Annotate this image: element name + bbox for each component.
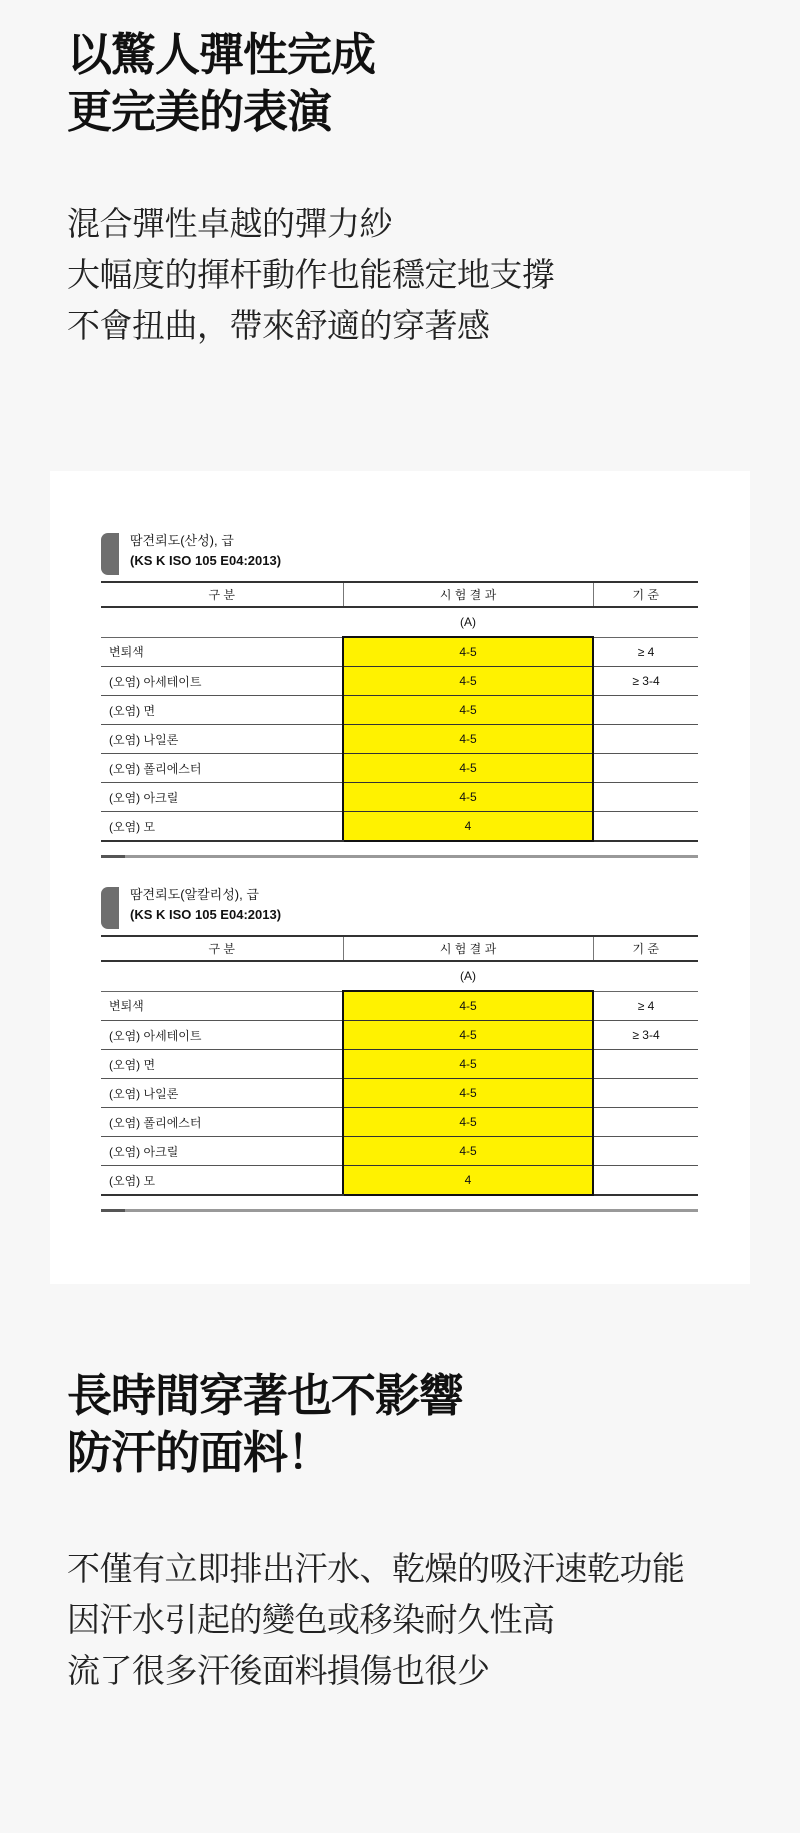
unit-label: (A) xyxy=(343,607,593,637)
row-category: (오염) 나일론 xyxy=(101,1079,343,1108)
row-result: 4 xyxy=(343,1166,593,1196)
stretch-description xyxy=(67,198,555,351)
table-header-row xyxy=(101,582,698,607)
row-standard xyxy=(593,1050,698,1079)
unit-cell-empty xyxy=(101,607,343,637)
section-title xyxy=(130,885,281,925)
table-row xyxy=(101,637,698,667)
sweat-heading xyxy=(67,1367,463,1481)
row-category: (오염) 면 xyxy=(101,1050,343,1079)
row-result: 4-5 xyxy=(343,1021,593,1050)
heading-line: 更完美的表演 xyxy=(67,85,332,138)
section-marker xyxy=(101,533,119,575)
column-header-standard: 기 준 xyxy=(593,582,698,607)
row-category: (오염) 모 xyxy=(101,812,343,842)
table-row xyxy=(101,725,698,754)
section-title-line: 땀견뢰도(알칼리성), 급 xyxy=(130,887,259,902)
row-result: 4-5 xyxy=(343,783,593,812)
heading-line: 長時間穿著也不影響 xyxy=(67,1369,464,1422)
section-marker xyxy=(101,887,119,929)
row-standard xyxy=(593,725,698,754)
row-result: 4-5 xyxy=(343,696,593,725)
description-line: 大幅度的揮杆動作也能穩定地支撐 xyxy=(67,255,555,294)
row-result: 4-5 xyxy=(343,1108,593,1137)
section-header xyxy=(101,887,698,933)
row-result: 4-5 xyxy=(343,667,593,696)
table-header-row xyxy=(101,936,698,961)
row-standard: ≥ 3-4 xyxy=(593,667,698,696)
test-report-document xyxy=(50,471,750,1284)
table-row xyxy=(101,696,698,725)
column-header-result: 시 험 결 과 xyxy=(343,582,593,607)
row-result: 4-5 xyxy=(343,991,593,1021)
table-row xyxy=(101,1021,698,1050)
row-standard: ≥ 4 xyxy=(593,637,698,667)
row-result: 4-5 xyxy=(343,754,593,783)
section-standard: (KS K ISO 105 E04:2013) xyxy=(130,907,282,922)
row-category: 변퇴색 xyxy=(101,637,343,667)
row-standard xyxy=(593,754,698,783)
unit-cell-empty xyxy=(593,607,698,637)
description-line: 混合彈性卓越的彈力紗 xyxy=(67,204,392,243)
table-row xyxy=(101,754,698,783)
table-row xyxy=(101,1079,698,1108)
unit-cell-empty xyxy=(593,961,698,991)
table-row xyxy=(101,812,698,842)
row-standard xyxy=(593,783,698,812)
column-header-result: 시 험 결 과 xyxy=(343,936,593,961)
table-row xyxy=(101,783,698,812)
heading-line: 以驚人彈性完成 xyxy=(67,28,376,81)
row-result: 4-5 xyxy=(343,725,593,754)
row-result: 4-5 xyxy=(343,1137,593,1166)
description-line: 流了很多汗後面料損傷也很少 xyxy=(67,1651,490,1690)
row-category: (오염) 아크릴 xyxy=(101,1137,343,1166)
row-category: (오염) 아크릴 xyxy=(101,783,343,812)
row-category: 변퇴색 xyxy=(101,991,343,1021)
row-result: 4-5 xyxy=(343,637,593,667)
unit-cell-empty xyxy=(101,961,343,991)
table-row xyxy=(101,1050,698,1079)
unit-row xyxy=(101,607,698,637)
row-category: (오염) 폴리에스터 xyxy=(101,1108,343,1137)
section-footer-rule xyxy=(101,855,698,858)
results-table xyxy=(101,581,698,842)
column-header-standard: 기 준 xyxy=(593,936,698,961)
column-header-category: 구 분 xyxy=(101,936,343,961)
unit-row xyxy=(101,961,698,991)
alkaline-perspiration-fastness-section xyxy=(101,887,698,1188)
row-standard: ≥ 4 xyxy=(593,991,698,1021)
heading-line: 防汗的面料！ xyxy=(67,1426,332,1479)
row-category: (오염) 아세테이트 xyxy=(101,667,343,696)
row-standard xyxy=(593,1108,698,1137)
row-category: (오염) 아세테이트 xyxy=(101,1021,343,1050)
row-standard xyxy=(593,696,698,725)
row-category: (오염) 나일론 xyxy=(101,725,343,754)
row-result: 4-5 xyxy=(343,1079,593,1108)
sweat-description xyxy=(67,1543,685,1696)
row-standard: ≥ 3-4 xyxy=(593,1021,698,1050)
row-result: 4-5 xyxy=(343,1050,593,1079)
row-standard xyxy=(593,1079,698,1108)
unit-label: (A) xyxy=(343,961,593,991)
column-header-category: 구 분 xyxy=(101,582,343,607)
section-standard: (KS K ISO 105 E04:2013) xyxy=(130,553,282,568)
row-category: (오염) 폴리에스터 xyxy=(101,754,343,783)
table-row xyxy=(101,1166,698,1196)
table-row xyxy=(101,1108,698,1137)
stretch-heading xyxy=(67,26,375,140)
row-standard xyxy=(593,1166,698,1196)
table-row xyxy=(101,667,698,696)
section-footer-rule xyxy=(101,1209,698,1212)
row-standard xyxy=(593,1137,698,1166)
row-category: (오염) 면 xyxy=(101,696,343,725)
results-table xyxy=(101,935,698,1196)
section-title-line: 땀견뢰도(산성), 급 xyxy=(130,533,234,548)
description-line: 不會扭曲，帶來舒適的穿著感 xyxy=(67,306,490,345)
description-line: 因汗水引起的變色或移染耐久性高 xyxy=(67,1600,555,1639)
table-row xyxy=(101,991,698,1021)
section-title xyxy=(130,531,281,571)
row-category: (오염) 모 xyxy=(101,1166,343,1196)
description-line: 不僅有立即排出汗水、乾燥的吸汗速乾功能 xyxy=(67,1549,685,1588)
acid-perspiration-fastness-section xyxy=(101,533,698,834)
section-header xyxy=(101,533,698,579)
row-standard xyxy=(593,812,698,842)
table-row xyxy=(101,1137,698,1166)
row-result: 4 xyxy=(343,812,593,842)
